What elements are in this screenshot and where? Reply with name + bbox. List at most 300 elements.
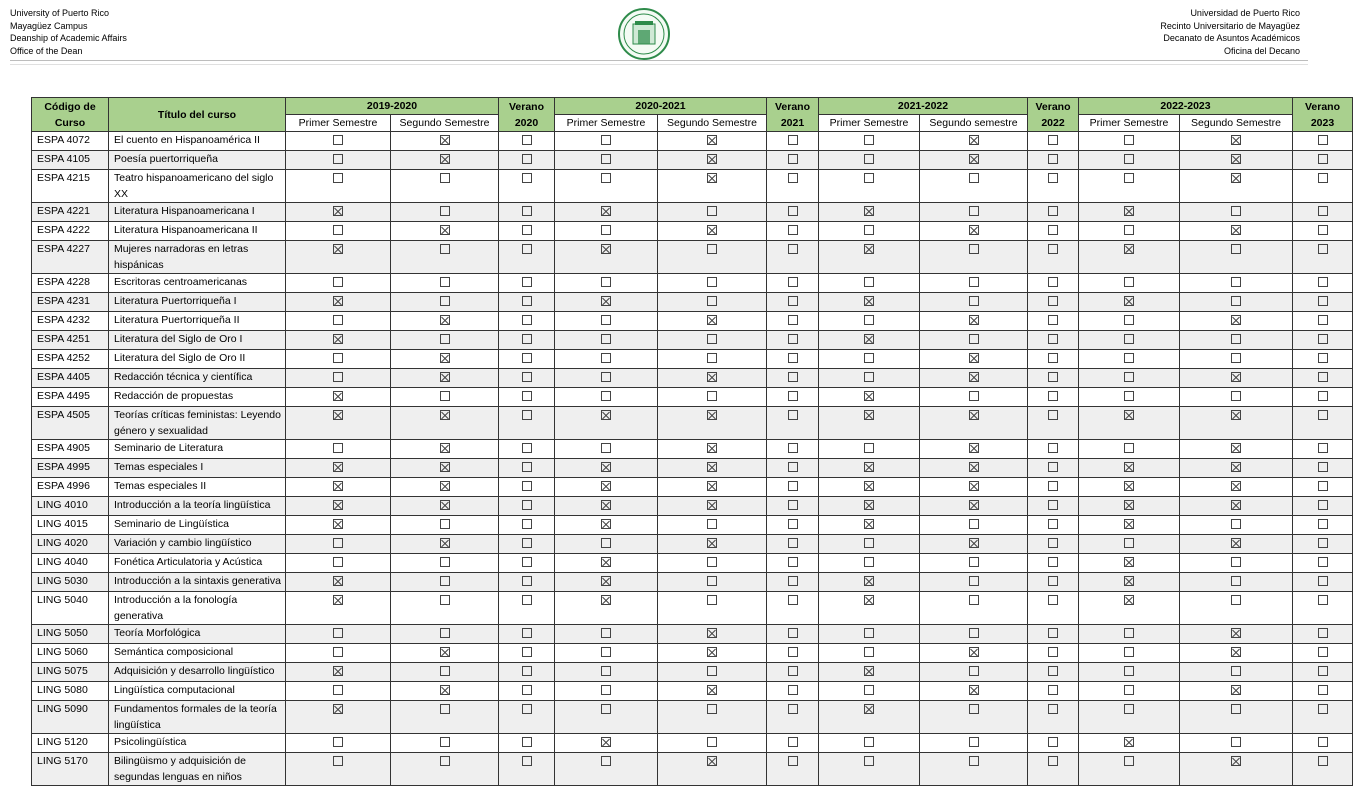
empty-box-icon[interactable] <box>707 296 717 306</box>
empty-box-icon[interactable] <box>1318 481 1328 491</box>
checked-box-icon[interactable] <box>333 244 343 254</box>
empty-box-icon[interactable] <box>788 628 798 638</box>
empty-box-icon[interactable] <box>969 391 979 401</box>
empty-box-icon[interactable] <box>440 557 450 567</box>
checked-box-icon[interactable] <box>1124 737 1134 747</box>
empty-box-icon[interactable] <box>1231 206 1241 216</box>
checked-box-icon[interactable] <box>333 595 343 605</box>
empty-box-icon[interactable] <box>788 462 798 472</box>
empty-box-icon[interactable] <box>788 704 798 714</box>
empty-box-icon[interactable] <box>864 538 874 548</box>
empty-box-icon[interactable] <box>788 481 798 491</box>
empty-box-icon[interactable] <box>440 391 450 401</box>
empty-box-icon[interactable] <box>1231 334 1241 344</box>
checked-box-icon[interactable] <box>969 353 979 363</box>
empty-box-icon[interactable] <box>969 737 979 747</box>
empty-box-icon[interactable] <box>788 737 798 747</box>
checked-box-icon[interactable] <box>969 315 979 325</box>
empty-box-icon[interactable] <box>522 173 532 183</box>
checked-box-icon[interactable] <box>707 481 717 491</box>
empty-box-icon[interactable] <box>601 154 611 164</box>
checked-box-icon[interactable] <box>333 391 343 401</box>
empty-box-icon[interactable] <box>1048 481 1058 491</box>
empty-box-icon[interactable] <box>333 628 343 638</box>
empty-box-icon[interactable] <box>969 277 979 287</box>
checked-box-icon[interactable] <box>864 666 874 676</box>
empty-box-icon[interactable] <box>1318 704 1328 714</box>
empty-box-icon[interactable] <box>522 244 532 254</box>
empty-box-icon[interactable] <box>1048 315 1058 325</box>
checked-box-icon[interactable] <box>1231 225 1241 235</box>
checked-box-icon[interactable] <box>1124 462 1134 472</box>
empty-box-icon[interactable] <box>788 277 798 287</box>
checked-box-icon[interactable] <box>601 576 611 586</box>
checked-box-icon[interactable] <box>333 519 343 529</box>
empty-box-icon[interactable] <box>522 737 532 747</box>
empty-box-icon[interactable] <box>333 135 343 145</box>
checked-box-icon[interactable] <box>333 462 343 472</box>
empty-box-icon[interactable] <box>1124 135 1134 145</box>
checked-box-icon[interactable] <box>601 244 611 254</box>
empty-box-icon[interactable] <box>1318 595 1328 605</box>
checked-box-icon[interactable] <box>440 685 450 695</box>
checked-box-icon[interactable] <box>864 296 874 306</box>
empty-box-icon[interactable] <box>522 391 532 401</box>
empty-box-icon[interactable] <box>788 372 798 382</box>
checked-box-icon[interactable] <box>440 372 450 382</box>
empty-box-icon[interactable] <box>1318 462 1328 472</box>
empty-box-icon[interactable] <box>1318 557 1328 567</box>
empty-box-icon[interactable] <box>1048 296 1058 306</box>
empty-box-icon[interactable] <box>1124 685 1134 695</box>
checked-box-icon[interactable] <box>601 296 611 306</box>
checked-box-icon[interactable] <box>707 173 717 183</box>
empty-box-icon[interactable] <box>522 666 532 676</box>
empty-box-icon[interactable] <box>522 277 532 287</box>
empty-box-icon[interactable] <box>601 685 611 695</box>
empty-box-icon[interactable] <box>1048 704 1058 714</box>
checked-box-icon[interactable] <box>707 443 717 453</box>
checked-box-icon[interactable] <box>969 225 979 235</box>
empty-box-icon[interactable] <box>707 244 717 254</box>
empty-box-icon[interactable] <box>1231 353 1241 363</box>
checked-box-icon[interactable] <box>1124 206 1134 216</box>
checked-box-icon[interactable] <box>333 500 343 510</box>
empty-box-icon[interactable] <box>1231 244 1241 254</box>
empty-box-icon[interactable] <box>522 576 532 586</box>
empty-box-icon[interactable] <box>788 666 798 676</box>
empty-box-icon[interactable] <box>522 315 532 325</box>
checked-box-icon[interactable] <box>601 410 611 420</box>
empty-box-icon[interactable] <box>1124 538 1134 548</box>
empty-box-icon[interactable] <box>1318 334 1328 344</box>
empty-box-icon[interactable] <box>440 704 450 714</box>
empty-box-icon[interactable] <box>1318 135 1328 145</box>
empty-box-icon[interactable] <box>333 372 343 382</box>
empty-box-icon[interactable] <box>788 557 798 567</box>
empty-box-icon[interactable] <box>707 519 717 529</box>
empty-box-icon[interactable] <box>333 443 343 453</box>
empty-box-icon[interactable] <box>1124 154 1134 164</box>
empty-box-icon[interactable] <box>601 704 611 714</box>
empty-box-icon[interactable] <box>1048 538 1058 548</box>
empty-box-icon[interactable] <box>1048 135 1058 145</box>
empty-box-icon[interactable] <box>969 704 979 714</box>
checked-box-icon[interactable] <box>707 315 717 325</box>
empty-box-icon[interactable] <box>707 557 717 567</box>
checked-box-icon[interactable] <box>440 135 450 145</box>
empty-box-icon[interactable] <box>864 353 874 363</box>
empty-box-icon[interactable] <box>1048 334 1058 344</box>
checked-box-icon[interactable] <box>707 685 717 695</box>
empty-box-icon[interactable] <box>788 173 798 183</box>
checked-box-icon[interactable] <box>969 372 979 382</box>
empty-box-icon[interactable] <box>969 628 979 638</box>
checked-box-icon[interactable] <box>864 576 874 586</box>
empty-box-icon[interactable] <box>1048 443 1058 453</box>
empty-box-icon[interactable] <box>522 756 532 766</box>
empty-box-icon[interactable] <box>864 443 874 453</box>
empty-box-icon[interactable] <box>1318 500 1328 510</box>
checked-box-icon[interactable] <box>440 647 450 657</box>
empty-box-icon[interactable] <box>1124 443 1134 453</box>
empty-box-icon[interactable] <box>969 206 979 216</box>
empty-box-icon[interactable] <box>1124 666 1134 676</box>
checked-box-icon[interactable] <box>440 462 450 472</box>
checked-box-icon[interactable] <box>969 647 979 657</box>
checked-box-icon[interactable] <box>1231 647 1241 657</box>
empty-box-icon[interactable] <box>969 666 979 676</box>
checked-box-icon[interactable] <box>707 410 717 420</box>
checked-box-icon[interactable] <box>601 557 611 567</box>
empty-box-icon[interactable] <box>440 206 450 216</box>
empty-box-icon[interactable] <box>707 704 717 714</box>
empty-box-icon[interactable] <box>1318 391 1328 401</box>
checked-box-icon[interactable] <box>601 500 611 510</box>
checked-box-icon[interactable] <box>707 154 717 164</box>
empty-box-icon[interactable] <box>1048 666 1058 676</box>
empty-box-icon[interactable] <box>1318 666 1328 676</box>
empty-box-icon[interactable] <box>522 135 532 145</box>
checked-box-icon[interactable] <box>440 481 450 491</box>
empty-box-icon[interactable] <box>1318 576 1328 586</box>
checked-box-icon[interactable] <box>1231 315 1241 325</box>
empty-box-icon[interactable] <box>1048 647 1058 657</box>
empty-box-icon[interactable] <box>333 225 343 235</box>
empty-box-icon[interactable] <box>969 595 979 605</box>
checked-box-icon[interactable] <box>864 481 874 491</box>
empty-box-icon[interactable] <box>1318 206 1328 216</box>
empty-box-icon[interactable] <box>522 334 532 344</box>
checked-box-icon[interactable] <box>969 538 979 548</box>
checked-box-icon[interactable] <box>1231 628 1241 638</box>
empty-box-icon[interactable] <box>1231 666 1241 676</box>
empty-box-icon[interactable] <box>864 225 874 235</box>
empty-box-icon[interactable] <box>1048 206 1058 216</box>
checked-box-icon[interactable] <box>969 135 979 145</box>
checked-box-icon[interactable] <box>440 443 450 453</box>
checked-box-icon[interactable] <box>1231 462 1241 472</box>
empty-box-icon[interactable] <box>1318 173 1328 183</box>
empty-box-icon[interactable] <box>864 315 874 325</box>
empty-box-icon[interactable] <box>440 576 450 586</box>
empty-box-icon[interactable] <box>1318 756 1328 766</box>
empty-box-icon[interactable] <box>1048 576 1058 586</box>
checked-box-icon[interactable] <box>864 500 874 510</box>
checked-box-icon[interactable] <box>601 737 611 747</box>
empty-box-icon[interactable] <box>864 737 874 747</box>
empty-box-icon[interactable] <box>440 277 450 287</box>
empty-box-icon[interactable] <box>1048 244 1058 254</box>
checked-box-icon[interactable] <box>969 410 979 420</box>
empty-box-icon[interactable] <box>788 244 798 254</box>
empty-box-icon[interactable] <box>333 647 343 657</box>
empty-box-icon[interactable] <box>522 685 532 695</box>
checked-box-icon[interactable] <box>333 481 343 491</box>
empty-box-icon[interactable] <box>440 595 450 605</box>
empty-box-icon[interactable] <box>1318 353 1328 363</box>
checked-box-icon[interactable] <box>440 225 450 235</box>
empty-box-icon[interactable] <box>601 443 611 453</box>
empty-box-icon[interactable] <box>1318 519 1328 529</box>
checked-box-icon[interactable] <box>1124 410 1134 420</box>
checked-box-icon[interactable] <box>601 462 611 472</box>
empty-box-icon[interactable] <box>522 206 532 216</box>
empty-box-icon[interactable] <box>522 647 532 657</box>
checked-box-icon[interactable] <box>969 462 979 472</box>
empty-box-icon[interactable] <box>522 353 532 363</box>
empty-box-icon[interactable] <box>1048 557 1058 567</box>
empty-box-icon[interactable] <box>1048 225 1058 235</box>
checked-box-icon[interactable] <box>707 462 717 472</box>
checked-box-icon[interactable] <box>864 244 874 254</box>
empty-box-icon[interactable] <box>1231 391 1241 401</box>
empty-box-icon[interactable] <box>522 296 532 306</box>
empty-box-icon[interactable] <box>864 277 874 287</box>
empty-box-icon[interactable] <box>1318 647 1328 657</box>
checked-box-icon[interactable] <box>969 685 979 695</box>
empty-box-icon[interactable] <box>333 154 343 164</box>
checked-box-icon[interactable] <box>1231 372 1241 382</box>
empty-box-icon[interactable] <box>1124 372 1134 382</box>
empty-box-icon[interactable] <box>1124 334 1134 344</box>
empty-box-icon[interactable] <box>333 557 343 567</box>
empty-box-icon[interactable] <box>440 334 450 344</box>
empty-box-icon[interactable] <box>522 481 532 491</box>
checked-box-icon[interactable] <box>969 481 979 491</box>
empty-box-icon[interactable] <box>864 685 874 695</box>
empty-box-icon[interactable] <box>1048 462 1058 472</box>
empty-box-icon[interactable] <box>788 135 798 145</box>
empty-box-icon[interactable] <box>1231 737 1241 747</box>
empty-box-icon[interactable] <box>440 737 450 747</box>
checked-box-icon[interactable] <box>1231 538 1241 548</box>
empty-box-icon[interactable] <box>1318 538 1328 548</box>
checked-box-icon[interactable] <box>864 704 874 714</box>
empty-box-icon[interactable] <box>969 244 979 254</box>
empty-box-icon[interactable] <box>1124 756 1134 766</box>
checked-box-icon[interactable] <box>1124 244 1134 254</box>
empty-box-icon[interactable] <box>522 410 532 420</box>
checked-box-icon[interactable] <box>1231 481 1241 491</box>
empty-box-icon[interactable] <box>522 500 532 510</box>
empty-box-icon[interactable] <box>440 173 450 183</box>
empty-box-icon[interactable] <box>1048 519 1058 529</box>
empty-box-icon[interactable] <box>1318 154 1328 164</box>
empty-box-icon[interactable] <box>1231 704 1241 714</box>
empty-box-icon[interactable] <box>788 576 798 586</box>
empty-box-icon[interactable] <box>788 206 798 216</box>
empty-box-icon[interactable] <box>1231 277 1241 287</box>
checked-box-icon[interactable] <box>864 462 874 472</box>
empty-box-icon[interactable] <box>788 225 798 235</box>
checked-box-icon[interactable] <box>1124 481 1134 491</box>
checked-box-icon[interactable] <box>864 206 874 216</box>
checked-box-icon[interactable] <box>601 519 611 529</box>
empty-box-icon[interactable] <box>522 225 532 235</box>
empty-box-icon[interactable] <box>601 353 611 363</box>
empty-box-icon[interactable] <box>1124 173 1134 183</box>
checked-box-icon[interactable] <box>864 410 874 420</box>
empty-box-icon[interactable] <box>601 628 611 638</box>
empty-box-icon[interactable] <box>969 576 979 586</box>
empty-box-icon[interactable] <box>1318 737 1328 747</box>
empty-box-icon[interactable] <box>788 315 798 325</box>
empty-box-icon[interactable] <box>1124 704 1134 714</box>
empty-box-icon[interactable] <box>788 334 798 344</box>
checked-box-icon[interactable] <box>969 154 979 164</box>
empty-box-icon[interactable] <box>788 647 798 657</box>
checked-box-icon[interactable] <box>1124 576 1134 586</box>
empty-box-icon[interactable] <box>1048 595 1058 605</box>
empty-box-icon[interactable] <box>788 756 798 766</box>
empty-box-icon[interactable] <box>1048 353 1058 363</box>
empty-box-icon[interactable] <box>788 595 798 605</box>
empty-box-icon[interactable] <box>522 519 532 529</box>
empty-box-icon[interactable] <box>1048 391 1058 401</box>
checked-box-icon[interactable] <box>601 481 611 491</box>
empty-box-icon[interactable] <box>333 173 343 183</box>
checked-box-icon[interactable] <box>1231 410 1241 420</box>
empty-box-icon[interactable] <box>1048 500 1058 510</box>
empty-box-icon[interactable] <box>969 173 979 183</box>
empty-box-icon[interactable] <box>788 353 798 363</box>
empty-box-icon[interactable] <box>333 737 343 747</box>
checked-box-icon[interactable] <box>1231 500 1241 510</box>
empty-box-icon[interactable] <box>333 756 343 766</box>
empty-box-icon[interactable] <box>601 372 611 382</box>
empty-box-icon[interactable] <box>1124 225 1134 235</box>
checked-box-icon[interactable] <box>969 500 979 510</box>
empty-box-icon[interactable] <box>522 154 532 164</box>
checked-box-icon[interactable] <box>864 334 874 344</box>
empty-box-icon[interactable] <box>1124 647 1134 657</box>
checked-box-icon[interactable] <box>707 756 717 766</box>
empty-box-icon[interactable] <box>969 519 979 529</box>
empty-box-icon[interactable] <box>601 315 611 325</box>
empty-box-icon[interactable] <box>707 576 717 586</box>
checked-box-icon[interactable] <box>707 372 717 382</box>
empty-box-icon[interactable] <box>1318 410 1328 420</box>
empty-box-icon[interactable] <box>1124 277 1134 287</box>
empty-box-icon[interactable] <box>969 334 979 344</box>
empty-box-icon[interactable] <box>440 244 450 254</box>
empty-box-icon[interactable] <box>601 756 611 766</box>
checked-box-icon[interactable] <box>864 519 874 529</box>
checked-box-icon[interactable] <box>1124 296 1134 306</box>
checked-box-icon[interactable] <box>864 391 874 401</box>
empty-box-icon[interactable] <box>1318 244 1328 254</box>
empty-box-icon[interactable] <box>707 334 717 344</box>
checked-box-icon[interactable] <box>1124 595 1134 605</box>
checked-box-icon[interactable] <box>601 595 611 605</box>
empty-box-icon[interactable] <box>601 173 611 183</box>
empty-box-icon[interactable] <box>522 538 532 548</box>
checked-box-icon[interactable] <box>707 225 717 235</box>
empty-box-icon[interactable] <box>788 410 798 420</box>
checked-box-icon[interactable] <box>440 154 450 164</box>
checked-box-icon[interactable] <box>1231 685 1241 695</box>
empty-box-icon[interactable] <box>601 135 611 145</box>
empty-box-icon[interactable] <box>788 538 798 548</box>
empty-box-icon[interactable] <box>601 666 611 676</box>
empty-box-icon[interactable] <box>1318 277 1328 287</box>
empty-box-icon[interactable] <box>1318 225 1328 235</box>
empty-box-icon[interactable] <box>522 557 532 567</box>
empty-box-icon[interactable] <box>1318 296 1328 306</box>
empty-box-icon[interactable] <box>440 296 450 306</box>
empty-box-icon[interactable] <box>333 315 343 325</box>
empty-box-icon[interactable] <box>1124 391 1134 401</box>
empty-box-icon[interactable] <box>1231 519 1241 529</box>
empty-box-icon[interactable] <box>1318 443 1328 453</box>
empty-box-icon[interactable] <box>864 372 874 382</box>
checked-box-icon[interactable] <box>1231 135 1241 145</box>
empty-box-icon[interactable] <box>440 519 450 529</box>
empty-box-icon[interactable] <box>333 353 343 363</box>
empty-box-icon[interactable] <box>788 500 798 510</box>
empty-box-icon[interactable] <box>788 391 798 401</box>
empty-box-icon[interactable] <box>1048 628 1058 638</box>
empty-box-icon[interactable] <box>1048 756 1058 766</box>
empty-box-icon[interactable] <box>788 519 798 529</box>
empty-box-icon[interactable] <box>788 296 798 306</box>
empty-box-icon[interactable] <box>1048 173 1058 183</box>
checked-box-icon[interactable] <box>707 647 717 657</box>
empty-box-icon[interactable] <box>864 647 874 657</box>
checked-box-icon[interactable] <box>707 135 717 145</box>
empty-box-icon[interactable] <box>522 704 532 714</box>
empty-box-icon[interactable] <box>522 462 532 472</box>
empty-box-icon[interactable] <box>707 206 717 216</box>
empty-box-icon[interactable] <box>333 538 343 548</box>
empty-box-icon[interactable] <box>440 756 450 766</box>
checked-box-icon[interactable] <box>333 296 343 306</box>
empty-box-icon[interactable] <box>1048 372 1058 382</box>
checked-box-icon[interactable] <box>440 538 450 548</box>
empty-box-icon[interactable] <box>1318 315 1328 325</box>
empty-box-icon[interactable] <box>601 277 611 287</box>
empty-box-icon[interactable] <box>1318 372 1328 382</box>
empty-box-icon[interactable] <box>864 557 874 567</box>
checked-box-icon[interactable] <box>440 410 450 420</box>
empty-box-icon[interactable] <box>707 595 717 605</box>
empty-box-icon[interactable] <box>1124 353 1134 363</box>
empty-box-icon[interactable] <box>969 557 979 567</box>
empty-box-icon[interactable] <box>1048 410 1058 420</box>
empty-box-icon[interactable] <box>1124 315 1134 325</box>
empty-box-icon[interactable] <box>440 628 450 638</box>
